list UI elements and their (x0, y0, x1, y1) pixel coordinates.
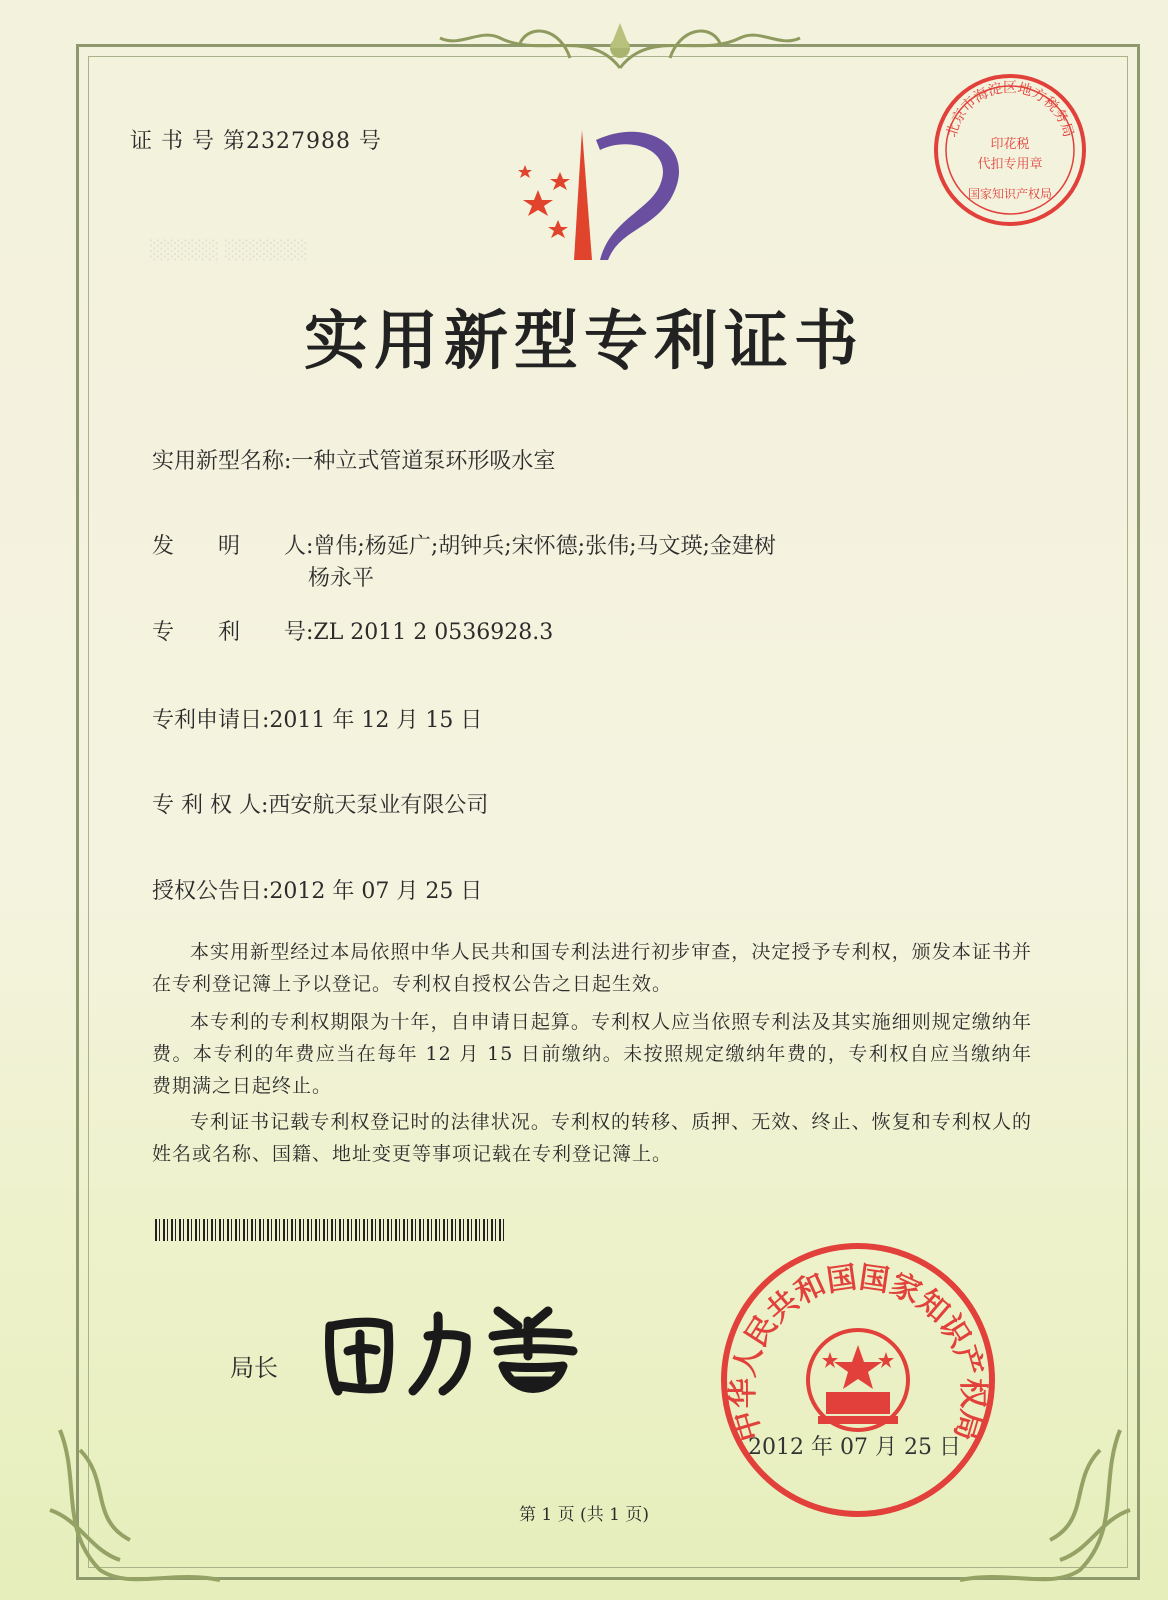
patentee-label: 专 利 权 人: (152, 793, 269, 818)
certificate-title: 实用新型专利证书 (304, 305, 864, 379)
filing-date-label: 专利申请日: (152, 708, 270, 733)
inventor-value-line1: 曾伟;杨延广;胡钟兵;宋怀德;张伟;马文瑛;金建树 (313, 534, 776, 559)
grant-date-value: 2012 年 07 月 25 日 (269, 879, 483, 904)
patentee-value: 西安航天泵业有限公司 (268, 793, 489, 818)
paragraph-2: 本专利的专利权期限为十年，自申请日起算。专利权人应当依照专利法及其实施细则规定缴纳年费。本专利的年费应当在每年 12 月 15 日前缴纳。未按照规定缴纳年费的，专利权自应当缴纳年费期满之日起终止。 (152, 1011, 1032, 1097)
inventor-label: 发 明 人: (152, 534, 314, 559)
paragraph-3: 专利证书记载专利权登记时的法律状况。专利权的转移、质押、无效、终止、恢复和专利权人的姓名或名称、国籍、地址变更等事项记载在专利登记簿上。 (152, 1111, 1032, 1165)
barcode-icon (155, 1219, 507, 1241)
svg-text:北京市海淀区地方税务局 (944, 80, 1076, 140)
filing-date-row (152, 705, 482, 737)
tax-seal-icon (930, 70, 1090, 230)
inventor-value-line2: 杨永平 (308, 566, 375, 591)
utility-model-name-label: 实用新型名称: (152, 449, 292, 474)
grant-date-row (152, 876, 482, 908)
official-seal-date: 2012 年 07 月 25 日 (748, 1435, 961, 1460)
sipo-official-seal-icon (718, 1240, 998, 1520)
tax-seal-ring-text: 北京市海淀区地方税务局 (943, 80, 1077, 140)
official-seal-ring-text: 中华人民共和国国家知识产权局 (725, 1260, 991, 1445)
patentee-row (152, 790, 488, 822)
sipo-logo-icon (500, 120, 710, 280)
patent-number-row (152, 617, 553, 649)
tax-seal-line2: 代扣专用章 (977, 157, 1043, 172)
director-label: 局长 (230, 1354, 278, 1382)
utility-model-name-value: 一种立式管道泵环形吸水室 (291, 449, 556, 474)
utility-model-name-row (152, 446, 555, 478)
patent-number-value: ZL 2011 2 0536928.3 (313, 620, 554, 645)
director-signature-icon (318, 1296, 598, 1406)
grant-date-label: 授权公告日: (152, 879, 270, 904)
certificate-number: 证 书 号 第2327988 号 (130, 129, 382, 154)
inventor-row (152, 531, 776, 563)
page-footer: 第 1 页 (共 1 页) (519, 1505, 649, 1525)
paragraph-1: 本实用新型经过本局依照中华人民共和国专利法进行初步审查，决定授予专利权，颁发本证书并在专利登记簿上予以登记。专利权自授权公告之日起生效。 (152, 941, 1032, 995)
ghost-text: ░░░░░ ░░░░░░ (150, 240, 308, 261)
top-ornament-icon (420, 8, 820, 78)
tax-seal-line1: 印花税 (990, 137, 1030, 152)
patent-number-label: 专 利 号: (152, 620, 314, 645)
tax-seal-bottom: 国家知识产权局 (967, 187, 1053, 201)
filing-date-value: 2011 年 12 月 15 日 (269, 708, 483, 733)
